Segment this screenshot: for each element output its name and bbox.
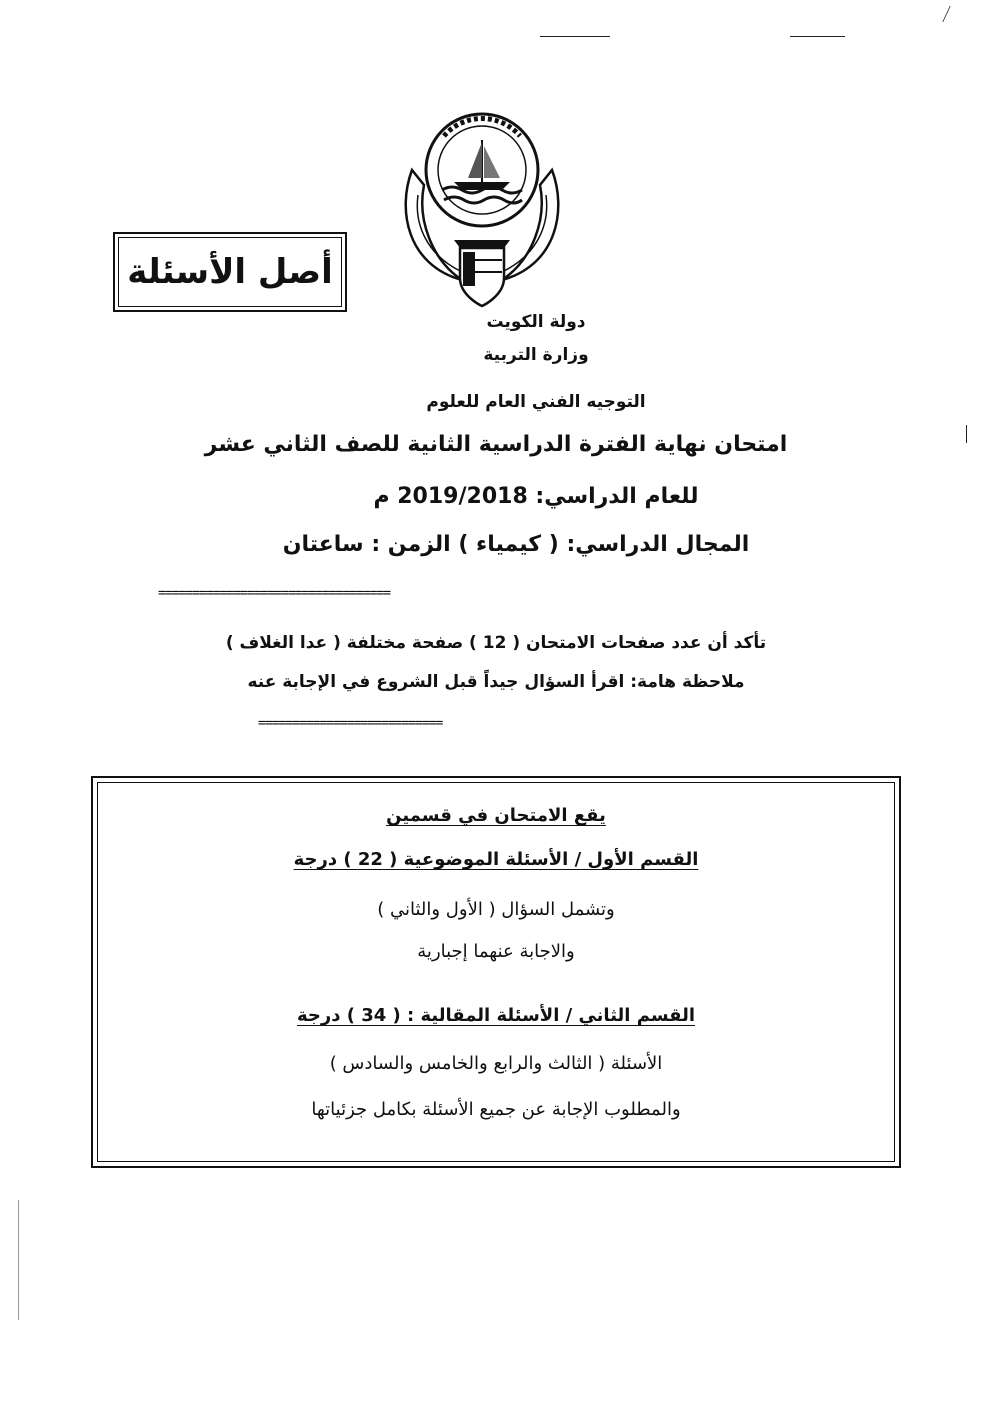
ministry-name: وزارة التربية: [483, 345, 589, 365]
section2-title: القسم الثاني / الأسئلة المقالية : ( 34 ) درجة: [296, 1005, 696, 1026]
country-name: دولة الكويت: [486, 312, 586, 332]
section2-line1: الأسئلة ( الثالث والرابع والخامس والسادس ): [329, 1053, 663, 1074]
scan-mark-top-1: [540, 36, 610, 37]
kuwait-emblem-icon: [392, 100, 572, 310]
subject-line: المجال الدراسي: ( كيمياء ) الزمن : ساعتان: [282, 532, 750, 557]
box-intro: يقع الامتحان في قسمين: [386, 805, 606, 826]
section1-line1: وتشمل السؤال ( الأول والثاني ): [377, 899, 615, 920]
scan-mark-left: [18, 1200, 19, 1320]
exam-sections-box-inner: [97, 782, 895, 1162]
exam-sections-box: [91, 776, 901, 1168]
original-questions-stamp: أصل الأسئلة: [113, 232, 347, 312]
separator-top: ==================================: [158, 586, 391, 601]
exam-title: امتحان نهاية الفترة الدراسية الثانية للصف الثاني عشر: [204, 432, 788, 457]
scan-mark-top-2: [790, 36, 845, 37]
important-note: ملاحظة هامة: اقرأ السؤال جيداً قبل الشروع في الإجابة عنه: [247, 672, 745, 692]
academic-year: للعام الدراسي: 2019/2018 م: [373, 484, 699, 509]
separator-bottom: ===========================: [258, 716, 443, 731]
section1-line2: والاجابة عنهما إجبارية: [417, 941, 575, 962]
section2-line2: والمطلوب الإجابة عن جميع الأسئلة بكامل جزئياتها: [311, 1099, 681, 1120]
pages-check-note: تأكد أن عدد صفحات الامتحان ( 12 ) صفحة مختلفة ( عدا الغلاف ): [225, 633, 767, 653]
scan-mark-corner: [942, 6, 962, 22]
department-name: التوجيه الفني العام للعلوم: [426, 392, 646, 412]
section1-title: القسم الأول / الأسئلة الموضوعية ( 22 ) درجة: [293, 849, 699, 870]
